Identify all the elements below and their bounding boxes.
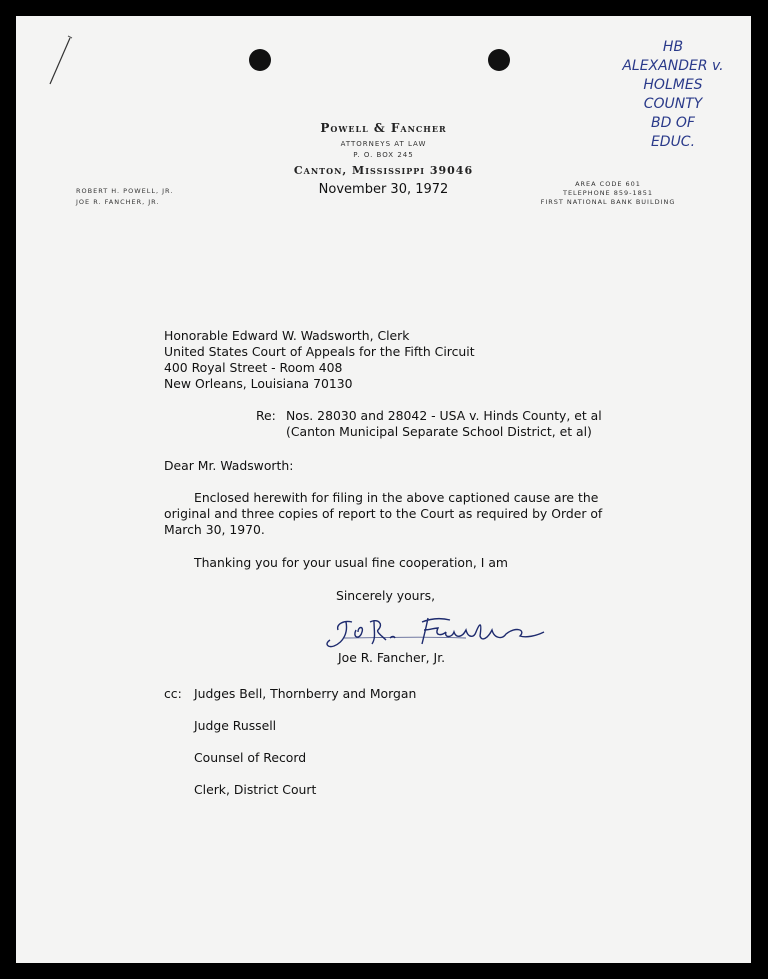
re-label: Re: xyxy=(256,408,276,423)
address-line: United States Court of Appeals for the Fifth Circuit xyxy=(164,344,475,359)
re-text: (Canton Municipal Separate School District, et al) xyxy=(286,424,592,439)
partner-name: JOE R. FANCHER, JR. xyxy=(76,198,160,206)
po-box: P. O. BOX 245 xyxy=(353,151,414,159)
handwritten-note-line: ALEXANDER v. xyxy=(622,58,724,74)
handwritten-note-line: HB xyxy=(662,39,684,55)
paragraph-line: Enclosed herewith for filing in the above captioned cause are the xyxy=(194,490,599,505)
re-text: Nos. 28030 and 28042 - USA v. Hinds County, et al xyxy=(286,408,602,423)
handwritten-note-line: COUNTY xyxy=(643,96,703,112)
salutation: Dear Mr. Wadsworth: xyxy=(164,458,294,473)
cc-item: Judge Russell xyxy=(194,718,277,733)
paragraph-line: original and three copies of report to the Court as required by Order of xyxy=(164,506,603,521)
address-line: New Orleans, Louisiana 70130 xyxy=(164,376,353,391)
letter-date: November 30, 1972 xyxy=(318,182,449,197)
telephone: TELEPHONE 859-1851 xyxy=(562,189,654,197)
punch-hole-right xyxy=(488,49,510,71)
cc-block xyxy=(164,686,416,702)
firm-subtitle: ATTORNEYS AT LAW xyxy=(340,140,427,148)
address-line: Honorable Edward W. Wadsworth, Clerk xyxy=(164,328,410,343)
cc-item: Counsel of Record xyxy=(194,750,307,765)
complimentary-close: Sincerely yours, xyxy=(336,588,436,603)
area-code: AREA CODE 601 xyxy=(575,180,641,188)
building: FIRST NATIONAL BANK BUILDING xyxy=(540,198,676,206)
address-line: 400 Royal Street - Room 408 xyxy=(164,360,343,375)
firm-name: Powell & Fancher xyxy=(320,121,447,135)
cc-item: Clerk, District Court xyxy=(194,782,317,797)
paragraph-line: March 30, 1970. xyxy=(164,522,265,537)
closing-paragraph: Thanking you for your usual fine cooperation, I am xyxy=(194,555,508,570)
partner-name: ROBERT H. POWELL, JR. xyxy=(76,187,174,195)
letter-page xyxy=(16,16,751,963)
punch-hole-left xyxy=(249,49,271,71)
handwritten-note-line: HOLMES xyxy=(643,77,703,93)
signer-name: Joe R. Fancher, Jr. xyxy=(338,650,446,665)
cc-label: cc: xyxy=(164,686,182,701)
cc-item: Judges Bell, Thornberry and Morgan xyxy=(194,686,417,701)
recipient-address xyxy=(164,328,475,392)
body-paragraph xyxy=(164,490,614,538)
handwritten-note-line: BD OF xyxy=(651,115,695,131)
firm-city: Canton, Mississippi 39046 xyxy=(293,164,474,177)
handwritten-note-line: EDUC. xyxy=(650,134,696,150)
re-line xyxy=(256,408,602,440)
pen-mark xyxy=(42,34,82,94)
